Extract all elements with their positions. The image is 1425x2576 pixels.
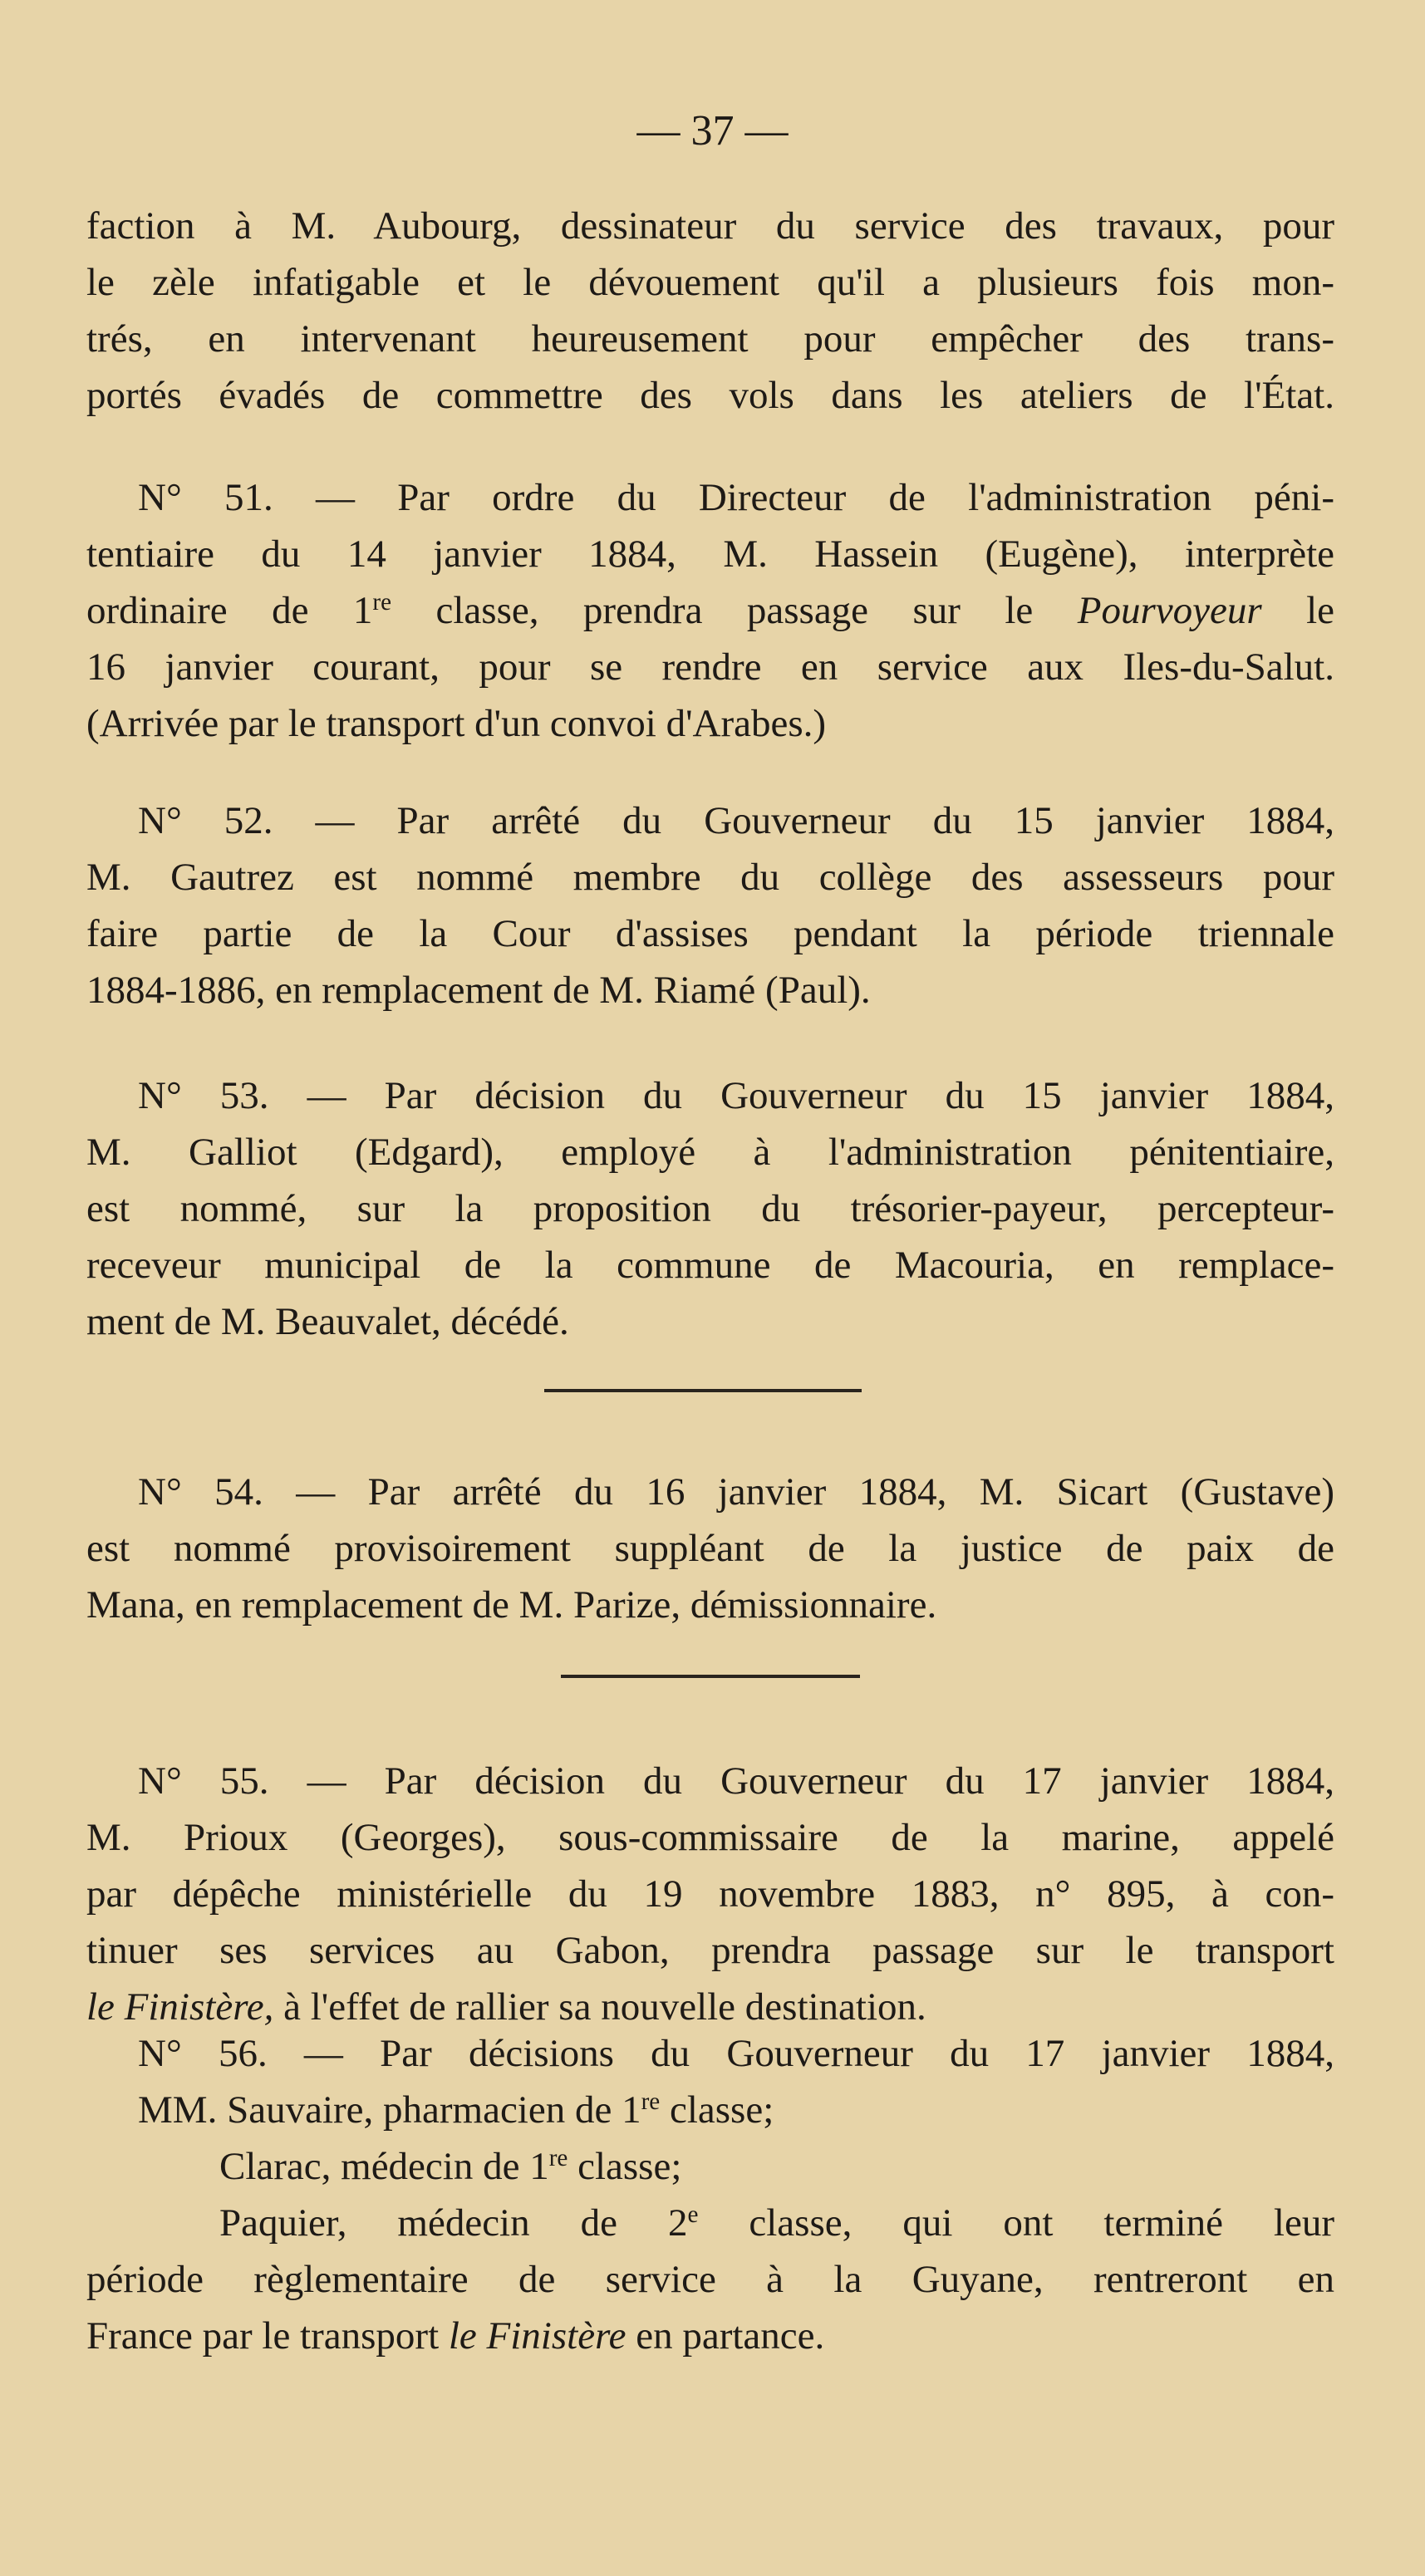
ship-name: le Finistère <box>448 2314 627 2358</box>
text-line: N° 54. — Par arrêté du 16 janvier 1884, M. Sicart (Gustave) <box>138 1470 1334 1514</box>
text-line: le zèle infatigable et le dévouement qu'il a plusieurs fois mon- <box>86 261 1334 304</box>
text-line: N° 56. — Par décisions du Gouverneur du 17 janvier 1884, <box>138 2032 1334 2075</box>
text-segment: classe; <box>568 2145 682 2188</box>
text-line: Mana, en remplacement de M. Parize, démissionnaire. <box>86 1583 937 1627</box>
text-line: faire partie de la Cour d'assises pendant la période triennale <box>86 912 1334 955</box>
text-line <box>86 2195 1334 2251</box>
text-line: receveur municipal de la commune de Macouria, en remplace- <box>86 1244 1334 1287</box>
text-line: N° 55. — Par décision du Gouverneur du 17 janvier 1884, <box>138 1759 1334 1803</box>
text-line: trés, en intervenant heureusement pour empêcher des trans- <box>86 317 1334 361</box>
text-line: tentiaire du 14 janvier 1884, M. Hassein (Eugène), interprète <box>86 532 1334 576</box>
ship-name: le Finistère, <box>86 1985 274 2029</box>
text-line: période règlementaire de service à la Guyane, rentreront en <box>86 2258 1334 2301</box>
superscript: re <box>641 2088 661 2115</box>
text-line: M. Prioux (Georges), sous-commissaire de la marine, appelé <box>86 1816 1334 1859</box>
section-divider <box>544 1389 862 1392</box>
text-line: M. Gautrez est nommé membre du collège des assesseurs pour <box>86 856 1334 899</box>
superscript: re <box>372 588 392 616</box>
text-line: tinuer ses services au Gabon, prendra passage sur le transport <box>86 1929 1334 1972</box>
text-segment: classe, qui ont terminé leur <box>698 2201 1334 2245</box>
text-segment: Clarac, médecin de 1 <box>219 2145 549 2188</box>
text-line: 1884-1886, en remplacement de M. Riamé (Paul). <box>86 969 871 1012</box>
text-line <box>86 2082 1334 2138</box>
entry-53 <box>86 1067 1334 1350</box>
text-segment: classe; <box>660 2088 774 2132</box>
text-line: par dépêche ministérielle du 19 novembre 1883, n° 895, à con- <box>86 1872 1334 1916</box>
text-line <box>86 582 1334 639</box>
entry-56 <box>86 2025 1334 2364</box>
text-segment: le <box>1261 589 1334 632</box>
entry-51 <box>86 469 1334 752</box>
text-segment: France par le transport <box>86 2314 449 2358</box>
text-line <box>86 2138 1334 2195</box>
text-line: (Arrivée par le transport d'un convoi d'Arabes.) <box>86 702 827 745</box>
text-line: ment de M. Beauvalet, décédé. <box>86 1300 569 1343</box>
text-line: 16 janvier courant, pour se rendre en service aux Iles-du-Salut. <box>86 645 1334 689</box>
text-segment: classe, prendra passage sur le <box>391 589 1078 632</box>
text-segment: en partance. <box>626 2314 825 2358</box>
text-line: faction à M. Aubourg, dessinateur du service des travaux, pour <box>86 204 1334 248</box>
text-line: N° 51. — Par ordre du Directeur de l'administration péni- <box>138 476 1334 519</box>
section-divider <box>561 1675 860 1678</box>
text-line: portés évadés de commettre des vols dans les ateliers de l'État. <box>86 374 1334 417</box>
text-line: N° 53. — Par décision du Gouverneur du 15 janvier 1884, <box>138 1074 1334 1117</box>
entry-55 <box>86 1753 1334 2035</box>
text-segment: à l'effet de rallier sa nouvelle destination. <box>273 1985 926 2029</box>
entry-52 <box>86 792 1334 1018</box>
text-segment: ordinaire de 1 <box>86 589 373 632</box>
text-segment: MM. Sauvaire, pharmacien de 1 <box>138 2088 641 2132</box>
text-segment: Paquier, médecin de 2 <box>219 2201 688 2245</box>
entry-54 <box>86 1464 1334 1633</box>
page-number: — 37 — <box>636 107 789 155</box>
text-line: M. Galliot (Edgard), employé à l'administration pénitentiaire, <box>86 1131 1334 1174</box>
text-line: est nommé provisoirement suppléant de la justice de paix de <box>86 1527 1334 1570</box>
text-line <box>86 2308 1334 2364</box>
ship-name: Pourvoyeur <box>1077 589 1262 632</box>
text-line: N° 52. — Par arrêté du Gouverneur du 15 janvier 1884, <box>138 799 1334 842</box>
superscript: e <box>687 2201 699 2228</box>
text-line: est nommé, sur la proposition du trésorier-payeur, percepteur- <box>86 1187 1334 1230</box>
superscript: re <box>548 2144 568 2171</box>
paragraph-continuation <box>86 198 1334 424</box>
